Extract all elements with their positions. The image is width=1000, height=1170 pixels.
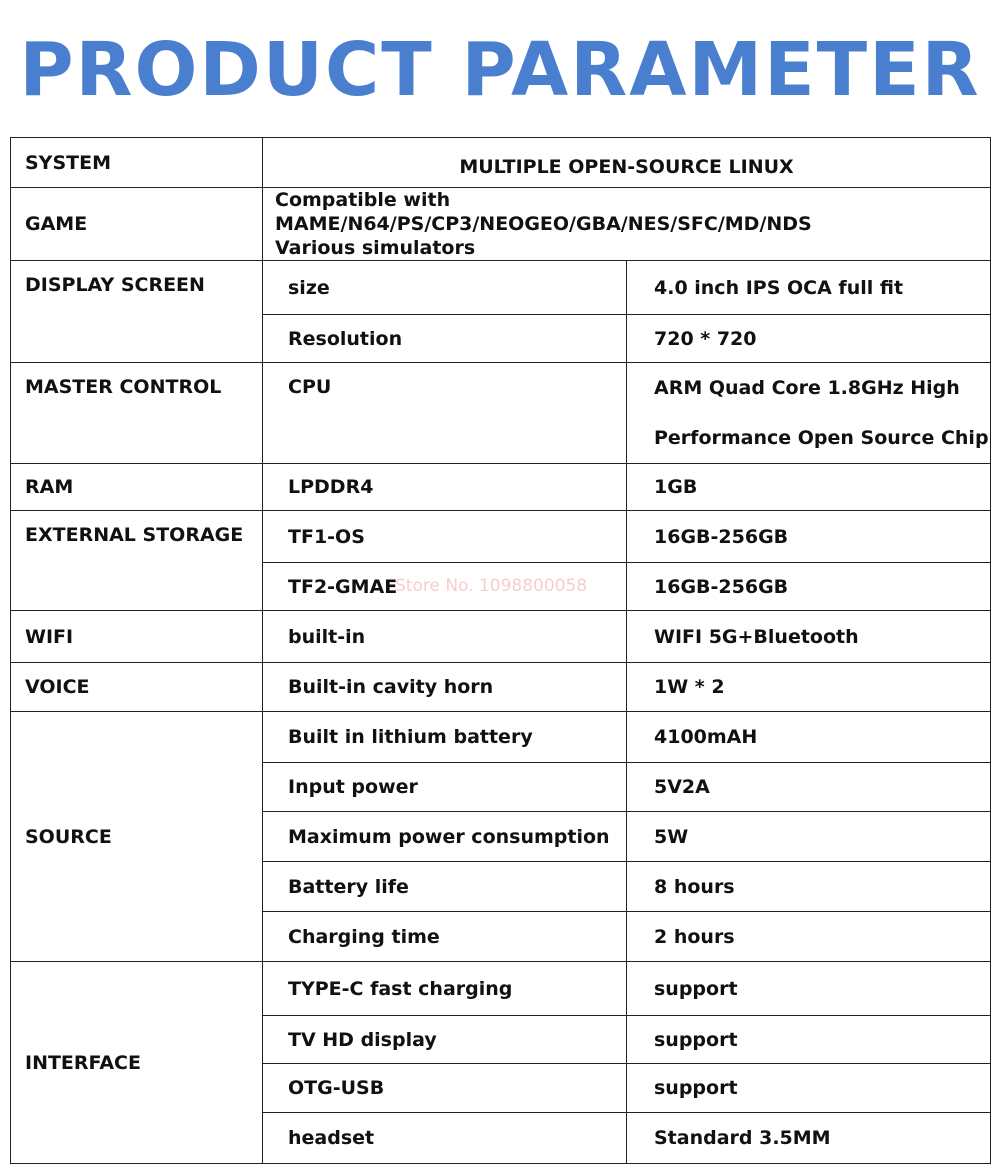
row-key: Built in lithium battery <box>263 712 627 763</box>
table-row <box>11 611 991 663</box>
table-row <box>11 712 991 763</box>
row-value-line: ARM Quad Core 1.8GHz High <box>654 377 960 399</box>
row-value: WIFI 5G+Bluetooth <box>627 611 991 663</box>
table-row <box>11 511 991 563</box>
row-key: LPDDR4 <box>263 464 627 511</box>
row-value: 16GB-256GB <box>627 563 991 611</box>
row-label: MASTER CONTROL <box>11 363 263 464</box>
row-value: Standard 3.5MM <box>627 1113 991 1164</box>
row-label: VOICE <box>11 663 263 712</box>
row-value: 4100mAH <box>627 712 991 763</box>
row-key: Resolution <box>263 315 627 363</box>
row-value-line: Compatible with MAME/N64/PS/CP3/NEOGEO/GBA/NES/SFC/MD/NDS <box>275 189 812 235</box>
row-value: 5W <box>627 812 991 862</box>
row-value: support <box>627 1064 991 1113</box>
row-key: TF1-OS <box>263 511 627 563</box>
table-row <box>11 261 991 315</box>
row-value: 8 hours <box>627 862 991 912</box>
row-value: 4.0 inch IPS OCA full fit <box>627 261 991 315</box>
row-value: support <box>627 1016 991 1064</box>
table-row <box>11 363 991 464</box>
table-row <box>11 188 991 261</box>
table-row <box>11 962 991 1016</box>
row-value: 16GB-256GB <box>627 511 991 563</box>
row-label: GAME <box>11 188 263 261</box>
row-value: 1GB <box>627 464 991 511</box>
row-value: MULTIPLE OPEN-SOURCE LINUX <box>263 138 991 188</box>
row-label: INTERFACE <box>11 962 263 1164</box>
row-key: Built-in cavity horn <box>263 663 627 712</box>
row-value: 1W * 2 <box>627 663 991 712</box>
row-key: headset <box>263 1113 627 1164</box>
row-key: Input power <box>263 763 627 812</box>
row-key: Battery life <box>263 862 627 912</box>
table-row <box>11 138 991 188</box>
row-key: built-in <box>263 611 627 663</box>
row-value: support <box>627 962 991 1016</box>
row-key: OTG-USB <box>263 1064 627 1113</box>
row-value: 5V2A <box>627 763 991 812</box>
row-key: Charging time <box>263 912 627 962</box>
row-value-line: Various simulators <box>275 237 476 259</box>
row-key: TV HD display <box>263 1016 627 1064</box>
row-key: TYPE-C fast charging <box>263 962 627 1016</box>
row-label: WIFI <box>11 611 263 663</box>
store-watermark: Store No. 1098800058 <box>395 576 588 596</box>
row-key: Maximum power consumption <box>263 812 627 862</box>
row-key: TF2-GMAE <box>263 563 627 611</box>
table-row <box>11 663 991 712</box>
row-label: SOURCE <box>11 712 263 962</box>
row-value: 2 hours <box>627 912 991 962</box>
row-label: RAM <box>11 464 263 511</box>
row-value <box>263 188 991 261</box>
row-label: EXTERNAL STORAGE <box>11 511 263 611</box>
row-label: SYSTEM <box>11 138 263 188</box>
spec-table <box>10 137 991 1164</box>
row-value-line: Performance Open Source Chip <box>654 427 989 449</box>
row-label: DISPLAY SCREEN <box>11 261 263 363</box>
table-row <box>11 464 991 511</box>
row-value: 720 * 720 <box>627 315 991 363</box>
row-key: CPU <box>263 363 627 464</box>
row-value <box>627 363 991 464</box>
page-title: PRODUCT PARAMETER <box>19 27 981 113</box>
row-key: size <box>263 261 627 315</box>
